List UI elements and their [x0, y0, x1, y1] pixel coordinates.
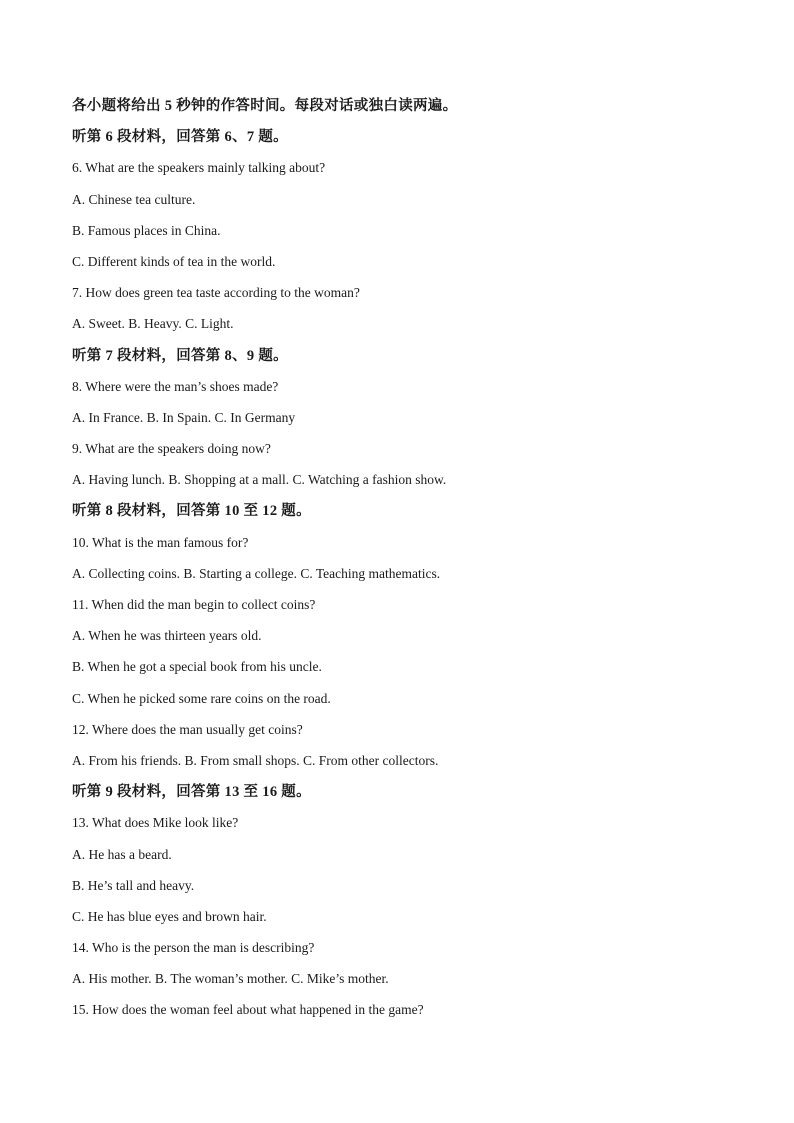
question-6-option-c: C. Different kinds of tea in the world. — [72, 253, 276, 269]
question-12-options: A. From his friends. B. From small shops. C. From other collectors. — [72, 752, 439, 768]
question-9-options: A. Having lunch. B. Shopping at a mall. C. Watching a fashion show. — [72, 472, 447, 488]
section-heading-8: 听第 8 段材料，回答第 10 至 12 题。 — [72, 503, 311, 520]
document-page — [72, 96, 732, 1032]
instruction-line: 各小题将给出 5 秒钟的作答时间。每段对话或独白读两遍。 — [72, 98, 458, 114]
question-7: 7. How does green tea taste according to the woman? — [72, 285, 360, 301]
question-7-options: A. Sweet. B. Heavy. C. Light. — [72, 316, 234, 332]
question-11-option-c: C. When he picked some rare coins on the road. — [72, 690, 331, 706]
question-13-option-a: A. He has a beard. — [72, 846, 172, 862]
question-6-option-a: A. Chinese tea culture. — [72, 191, 196, 207]
question-9: 9. What are the speakers doing now? — [72, 441, 271, 457]
question-6-option-b: B. Famous places in China. — [72, 222, 221, 238]
question-12: 12. Where does the man usually get coins? — [72, 721, 303, 737]
section-heading-7: 听第 7 段材料，回答第 8、9 题。 — [72, 347, 288, 364]
question-13: 13. What does Mike look like? — [72, 815, 239, 831]
question-14: 14. Who is the person the man is describing? — [72, 940, 315, 956]
question-14-options: A. His mother. B. The woman’s mother. C. Mike’s mother. — [72, 971, 389, 987]
question-8: 8. Where were the man’s shoes made? — [72, 378, 279, 394]
question-10-options: A. Collecting coins. B. Starting a college. C. Teaching mathematics. — [72, 565, 441, 581]
question-11-option-b: B. When he got a special book from his uncle. — [72, 659, 322, 675]
question-8-options: A. In France. B. In Spain. C. In Germany — [72, 409, 296, 425]
section-heading-6: 听第 6 段材料，回答第 6、7 题。 — [72, 129, 288, 146]
section-heading-9: 听第 9 段材料，回答第 13 至 16 题。 — [72, 784, 311, 801]
question-6: 6. What are the speakers mainly talking about? — [72, 160, 326, 176]
question-11-option-a: A. When he was thirteen years old. — [72, 628, 262, 644]
question-10: 10. What is the man famous for? — [72, 534, 249, 550]
question-13-option-c: C. He has blue eyes and brown hair. — [72, 908, 267, 924]
question-11: 11. When did the man begin to collect coins? — [72, 597, 316, 612]
question-15: 15. How does the woman feel about what happened in the game? — [72, 1002, 424, 1018]
question-13-option-b: B. He’s tall and heavy. — [72, 877, 195, 893]
